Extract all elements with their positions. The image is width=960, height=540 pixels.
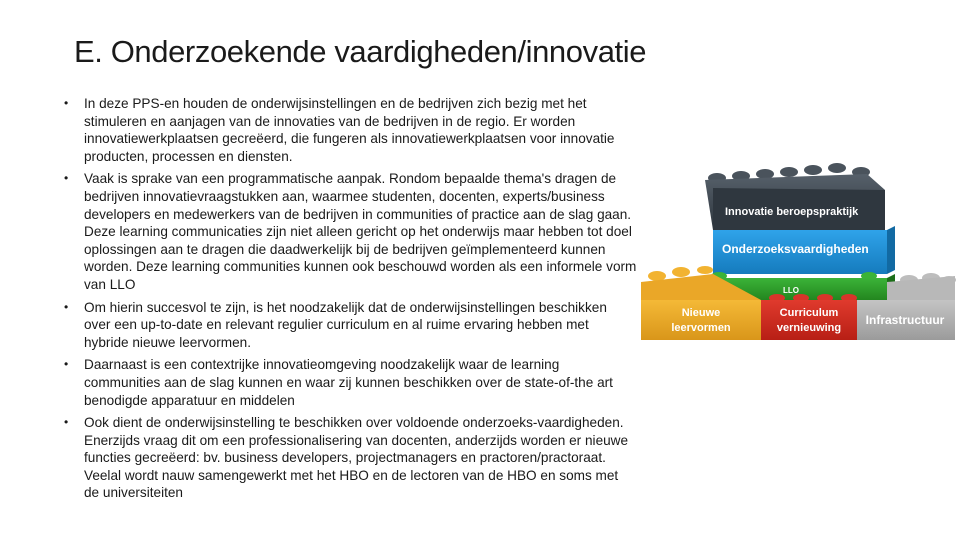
yellow-block-label-line1: Nieuwe <box>681 307 721 319</box>
lego-blocks-diagram <box>637 150 957 350</box>
red-block-label-line2: vernieuwing <box>776 322 842 334</box>
top-block <box>705 174 885 230</box>
red-block-label-line1: Curriculum <box>779 307 839 319</box>
bullet-item: • Ook dient de onderwijsinstelling te beschikken over voldoende onderzoeks-vaardigheden. Enerzijds vraag dit om een professionalisering van docenten, anderzijds worden er nieuwe functies gecreëerd: bv. business developers, projectmanagers en practoren/practoraat. Veelal wordt nauw samengewerkt met het HBO en de lectoren van de HBO en soms met de universiteiten <box>62 414 637 502</box>
yellow-block-label-line2: leervormen <box>671 322 731 334</box>
bullet-item: • Daarnaast is een contextrijke innovatieomgeving noodzakelijk waar de learning communities aan de slag kunnen en waar zij kunnen beschikken over de state-of-the art benodigde apparatuur en middelen <box>62 356 637 409</box>
grey-block-label: Infrastructuur <box>865 313 945 327</box>
blue-block-label: Onderzoeksvaardigheden <box>722 242 869 256</box>
bullet-list <box>62 95 637 502</box>
bullet-item: • Vaak is sprake van een programmatische aanpak. Rondom bepaalde thema's dragen de bedrijven innovatievraagstukken aan, waarmee studenten, docenten, experts/business developers en medewerkers van de bedrijven in communities of practice aan de slag gaan. Deze learning communicaties zijn niet alleen gericht op het onderwijs maar hebben tot doel oplossingen aan te dragen die daadwerkelijk bij de bedrijven geïmplementeerd kunnen worden. Deze learning communities kunnen ook beschouwd worden als een informele vorm van LLO <box>62 170 637 293</box>
bullet-item: • Om hierin succesvol te zijn, is het noodzakelijk dat de onderwijsinstellingen beschikken over een up-to-date en relevant regulier curriculum en al ruime ervaring hebben met hybride nieuwe leervormen. <box>62 299 637 352</box>
bullet-item: • In deze PPS-en houden de onderwijsinstellingen en de bedrijven zich bezig met het stimuleren en aanjagen van de innovaties van de bedrijven in de regio. Er worden innovatiewerkplaatsen gecreëerd, die fungeren als innovatiewerkplaatsen voor innovatie producten, processen en diensten. <box>62 95 637 165</box>
green-block-label: LLO <box>783 286 799 295</box>
top-block-label: Innovatie beroepspraktijk <box>725 206 859 218</box>
page-title: E. Onderzoekende vaardigheden/innovatie <box>74 34 647 69</box>
